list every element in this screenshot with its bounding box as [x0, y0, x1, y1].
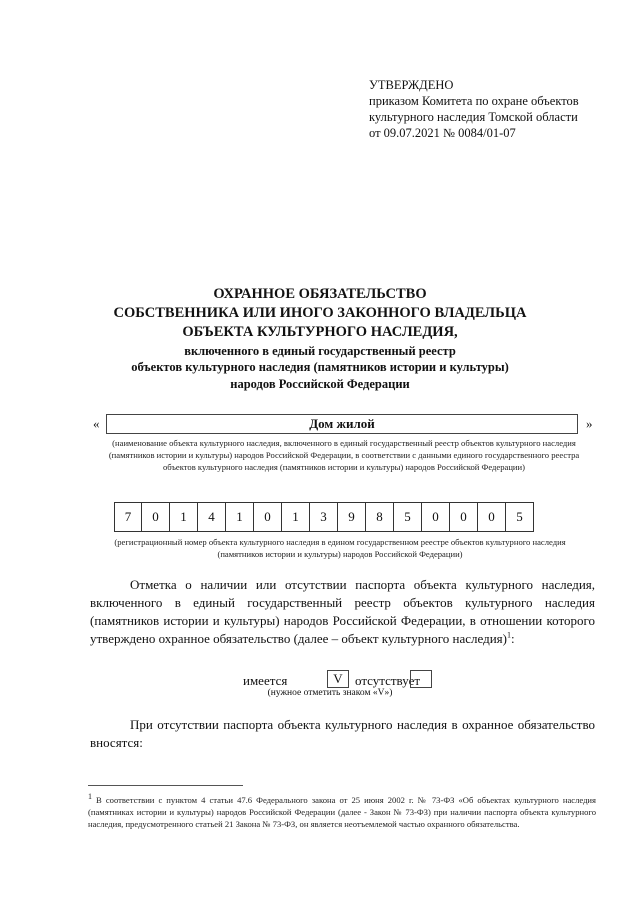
- absence-paragraph: При отсутствии паспорта объекта культурного наследия в охранное обязательство вносятся:: [90, 717, 595, 750]
- approval-block: [369, 77, 605, 141]
- reg-digit[interactable]: 5: [506, 502, 534, 532]
- reg-digit[interactable]: 7: [114, 502, 142, 532]
- title-line-4: включенного в единый государственный реестр: [184, 344, 456, 358]
- reg-digit[interactable]: 1: [226, 502, 254, 532]
- reg-digit[interactable]: 0: [450, 502, 478, 532]
- footnote-divider: [88, 785, 243, 786]
- reg-digit[interactable]: 5: [394, 502, 422, 532]
- reg-digit[interactable]: 0: [422, 502, 450, 532]
- footnote-text: В соответствии с пунктом 4 статьи 47.6 Федерального закона от 25 июня 2002 г. № 73-ФЗ «Об объектах культурного наследия (памятниках истории и культуры) народов Российской Федерации (далее - Закон № 73-ФЗ) при наличии паспорта объекта культурного наследия, предусмотренного статьей 21 Закона № 73-ФЗ, он является неотъемлемой частью охранного обязательства.: [88, 795, 596, 829]
- reg-digit[interactable]: 1: [282, 502, 310, 532]
- reg-digit[interactable]: 0: [142, 502, 170, 532]
- reg-digit[interactable]: 0: [478, 502, 506, 532]
- approval-date-number: от 09.07.2021 № 0084/01-07: [369, 126, 516, 140]
- no-passport-label: отсутствует: [355, 673, 421, 688]
- approval-authority: культурного наследия Томской области: [369, 110, 578, 124]
- passport-colon: :: [510, 631, 515, 646]
- title-line-3: ОБЪЕКТА КУЛЬТУРНОГО НАСЛЕДИЯ,: [182, 324, 458, 340]
- open-quote: «: [93, 416, 100, 431]
- has-passport-label: имеется: [243, 673, 288, 688]
- reg-digit[interactable]: 4: [198, 502, 226, 532]
- reg-digit[interactable]: 9: [338, 502, 366, 532]
- approval-order: приказом Комитета по охране объектов: [369, 94, 579, 108]
- registration-caption: (регистрационный номер объекта культурного наследия в едином государственном реестре объектов культурного наследия (памятников истории и культуры) народов Российской Федерации): [114, 537, 566, 559]
- title-line-5: объектов культурного наследия (памятников истории и культуры): [131, 360, 509, 374]
- registration-number: [114, 502, 534, 532]
- has-passport-checkbox[interactable]: V: [327, 670, 349, 688]
- passport-paragraph: [90, 576, 595, 648]
- footnote-ref[interactable]: 1: [506, 630, 511, 640]
- check-hint: (нужное отметить знаком «V»): [267, 688, 393, 698]
- reg-digit[interactable]: 8: [366, 502, 394, 532]
- title-line-2: СОБСТВЕННИКА ИЛИ ИНОГО ЗАКОННОГО ВЛАДЕЛЬЦА: [113, 305, 527, 321]
- title-line-1: ОХРАННОЕ ОБЯЗАТЕЛЬСТВО: [213, 286, 427, 302]
- reg-digit[interactable]: 1: [170, 502, 198, 532]
- passport-paragraph-text: Отметка о наличии или отсутствии паспорта объекта культурного наследия, включенного в единый государственный реестр объектов культурного наследия (памятников истории и культуры) народов Российской Федерации, в отношении которого утверждено охранное обязательство (далее – объект культурного наследия): [90, 577, 595, 646]
- no-passport-checkbox[interactable]: [410, 670, 432, 688]
- footnote: [88, 794, 596, 830]
- approval-heading: УТВЕРЖДЕНО: [369, 78, 454, 92]
- title-line-6: народов Российской Федерации: [230, 377, 410, 391]
- footnote-mark: 1: [88, 792, 92, 802]
- reg-digit[interactable]: 3: [310, 502, 338, 532]
- reg-digit[interactable]: 0: [254, 502, 282, 532]
- close-quote: »: [586, 416, 593, 431]
- object-name-caption: (наименование объекта культурного наследия, включенного в единый государственный реестр объектов культурного наследия (памятников истории и культуры) народов Российской Федерации, в соответствии с данными единого государственного реестра объектов культурного наследия (памятников истории и культуры) народов Российской Федерации): [108, 438, 580, 472]
- object-name-field[interactable]: Дом жилой: [106, 414, 578, 434]
